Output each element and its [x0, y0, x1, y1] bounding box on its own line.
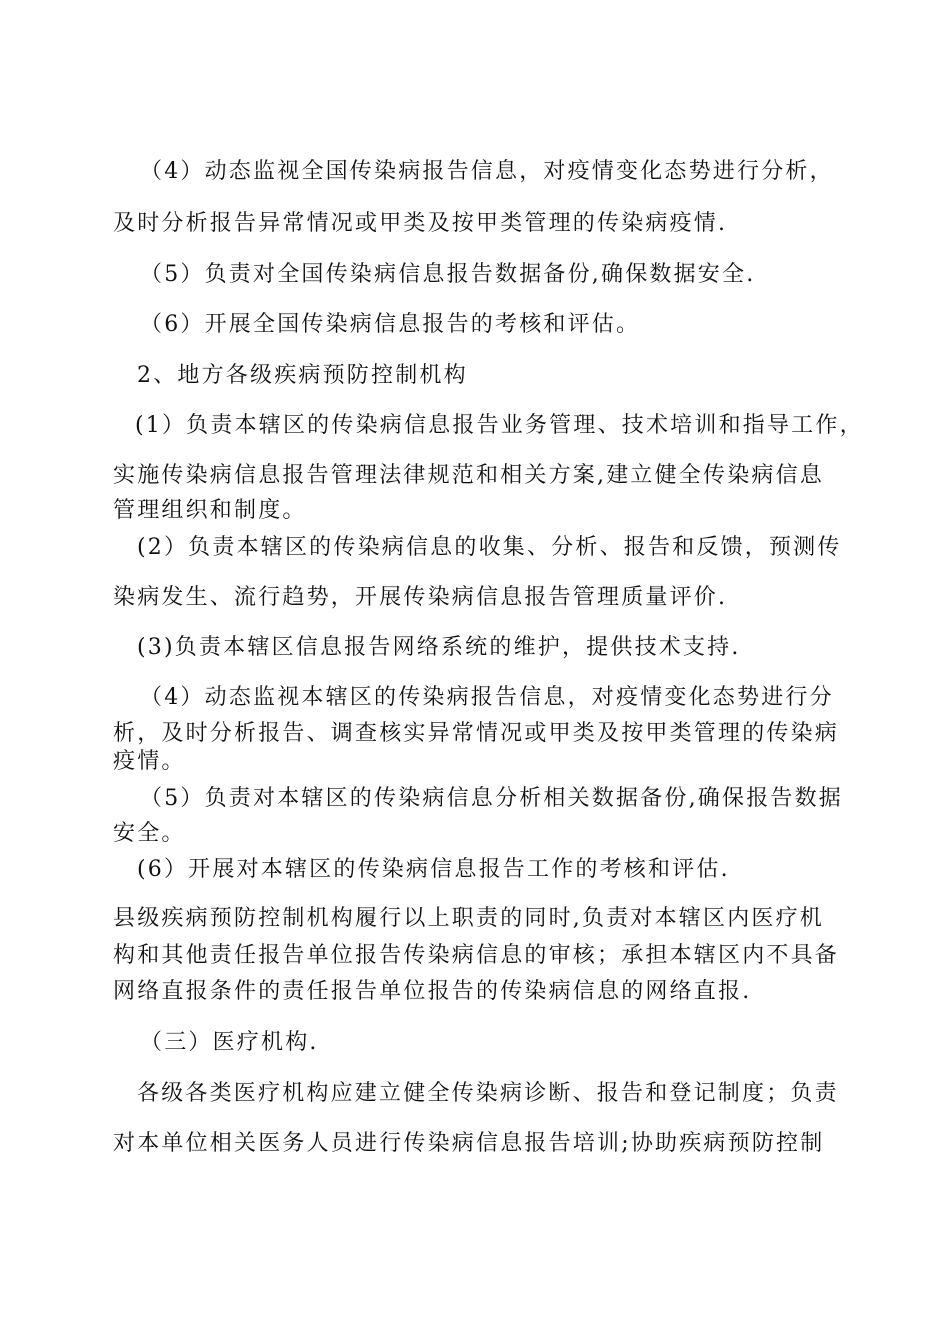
text-line: （4）动态监视本辖区的传染病报告信息，对疫情变化态势进行分: [140, 685, 834, 710]
text-line: 网络直报条件的责任报告单位报告的传染病信息的网络直报.: [113, 979, 752, 1004]
text-line: 及时分析报告异常情况或甲类及按甲类管理的传染病疫情.: [113, 211, 728, 236]
text-line: 染病发生、流行趋势，开展传染病信息报告管理质量评价.: [113, 585, 728, 610]
text-line: （5）负责对本辖区的传染病信息分析相关数据备份,确保报告数据: [140, 786, 843, 811]
section-heading: （三）医疗机构.: [140, 1030, 319, 1055]
text-line: (1）负责本辖区的传染病信息报告业务管理、技术培训和指导工作，: [135, 413, 864, 438]
text-line: 析，及时分析报告、调查核实异常情况或甲类及按甲类管理的传染病: [113, 721, 840, 746]
text-line: (2）负责本辖区的传染病信息的收集、分析、报告和反馈，预测传: [137, 535, 842, 560]
text-line: 构和其他责任报告单位报告传染病信息的审核；承担本辖区内不具备: [113, 943, 840, 968]
text-line: （4）动态监视全国传染病报告信息，对疫情变化态势进行分析，: [140, 159, 834, 184]
text-line: （6）开展全国传染病信息报告的考核和评估。: [140, 312, 641, 337]
text-line: 对本单位相关医务人员进行传染病信息报告培训;协助疾病预防控制: [113, 1131, 825, 1156]
text-line: 安全。: [113, 821, 186, 846]
text-line: (3)负责本辖区信息报告网络系统的维护，提供技术支持.: [137, 635, 741, 660]
text-line: 疫情。: [113, 749, 186, 774]
text-line: 实施传染病信息报告管理法律规范和相关方案,建立健全传染病信息: [113, 463, 824, 488]
text-line: （5）负责对全国传染病信息报告数据备份,确保数据安全.: [140, 262, 756, 287]
text-line: (6）开展对本辖区的传染病信息报告工作的考核和评估.: [137, 857, 730, 882]
text-line: 管理组织和制度。: [113, 498, 307, 523]
section-heading: 2、地方各级疾病预防控制机构: [137, 363, 468, 388]
text-line: 各级各类医疗机构应建立健全传染病诊断、报告和登记制度；负责: [137, 1081, 839, 1106]
text-line: 县级疾病预防控制机构履行以上职责的同时,负责对本辖区内医疗机: [113, 906, 824, 931]
